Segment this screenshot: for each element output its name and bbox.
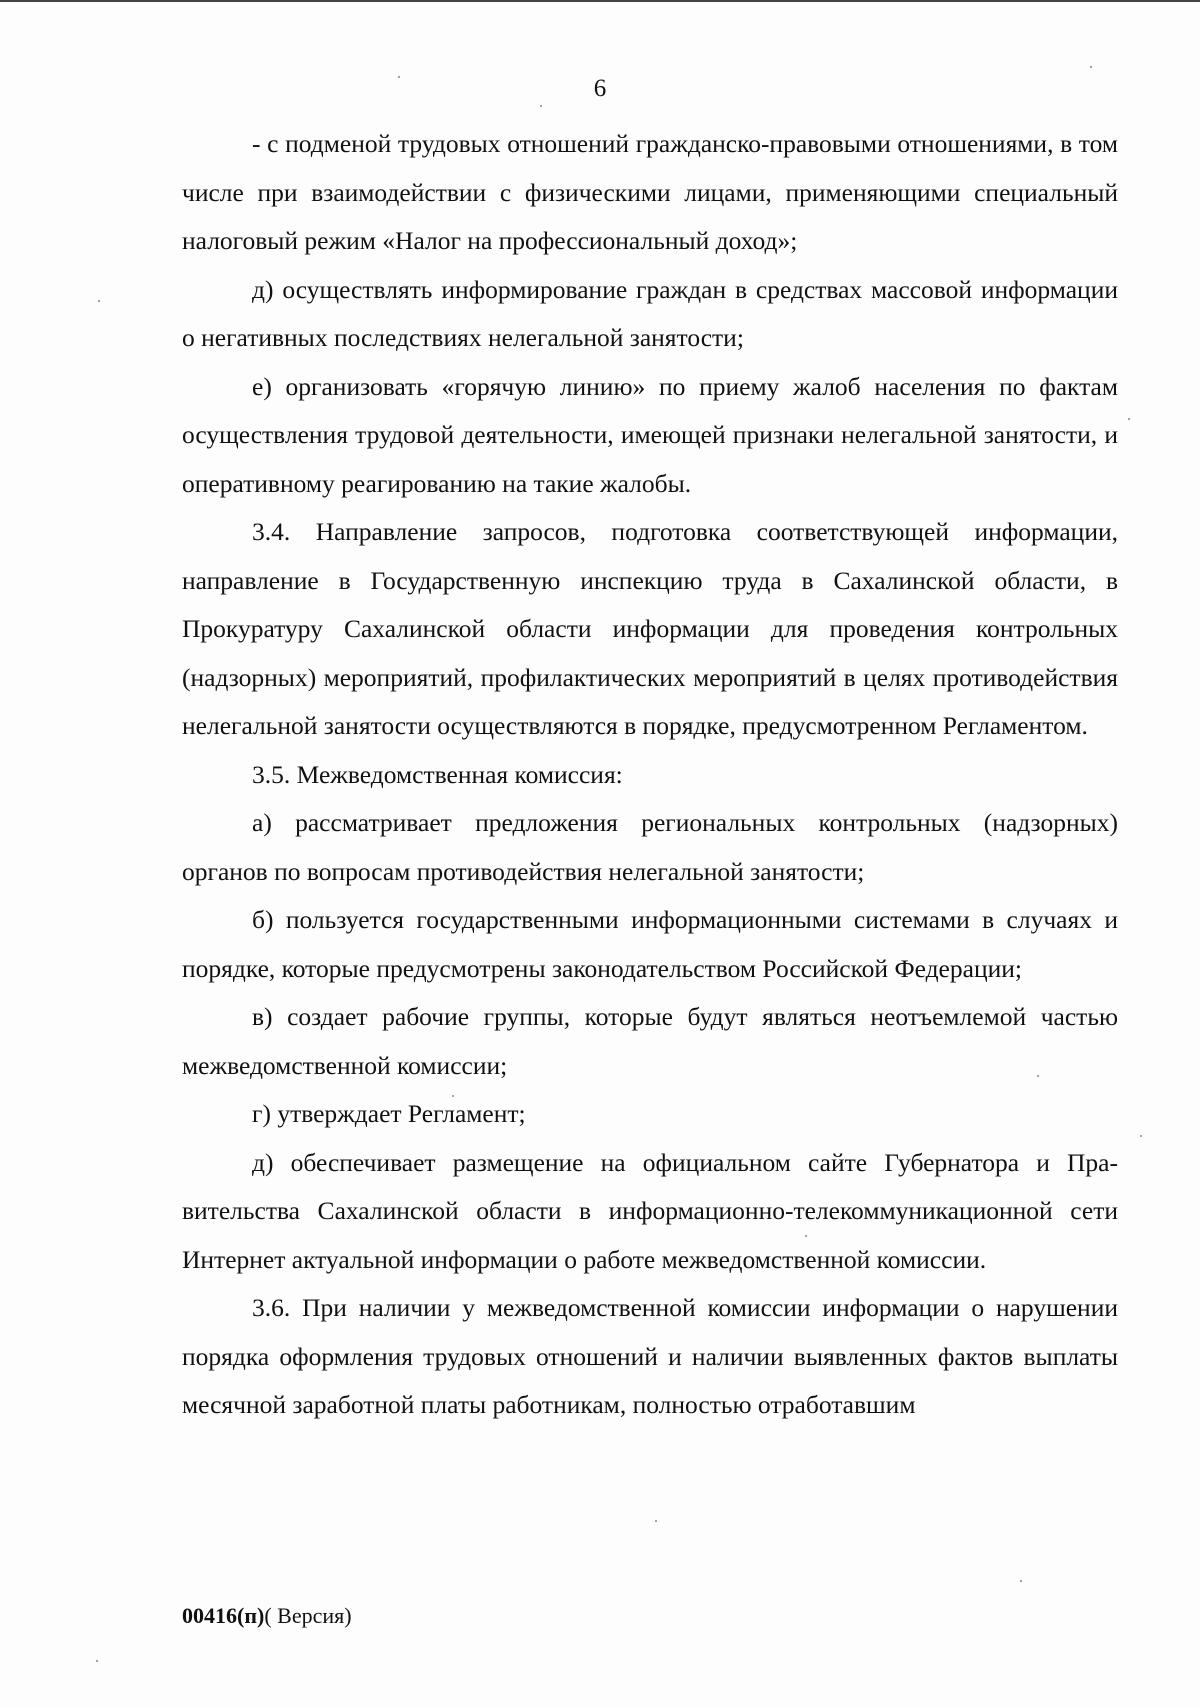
paragraph-3-6: 3.6. При наличии у межведомственной комиссии информации о нарушении порядка оформления трудовых отношений и наличии выявленных фактов выплаты месячной заработной платы работникам, полностью отработавшим [182, 1293, 1118, 1419]
paragraph-3-4: 3.4. Направление запросов, подготовка соответствующей информации, направление в Государственную инспекцию труда в Сахалинской области, в Прокуратуру Сахалинской области информации для проведения контрольных (надзорных) мероприятий, профилактических мероприятий в целях противодействия нелегальной занятости осуществляются в порядке, предусмотренном Регламентом. [182, 517, 1118, 740]
paragraph-item-e-hotline: е) организовать «горячую линию» по приему жалоб населения по фактам осуществления трудовой деятельности, имеющей признаки нелегальной занятости, и оперативному реагированию на такие жалобы. [182, 371, 1118, 498]
scan-speck [1037, 1075, 1039, 1077]
paragraph-3-5-item-v: в) создает рабочие группы, которые будут являться неотъемлемой частью межведомственной комиссии; [182, 1002, 1118, 1080]
scan-speck [540, 105, 542, 107]
scan-speck [452, 1095, 454, 1097]
scan-speck [96, 1660, 98, 1662]
paragraph-3-5-item-b: б) пользуется государственными информационными системами в случаях и порядке, которые предусмотрены законодательством Российской Федерации; [182, 905, 1118, 983]
document-body [182, 120, 1118, 1430]
paragraph-3-5-item-a: а) рассматривает предложения региональных контрольных (надзорных) органов по вопросам противодействия нелегальной занятости; [182, 808, 1118, 886]
scan-speck [805, 1235, 807, 1237]
document-code: 00416(п) [182, 1603, 265, 1628]
paragraph-3-5-item-d: д) обеспечивает размещение на официальном сайте Губернатора и Правительства Сахалинской области в информационно-телекоммуникационной сети Интернет актуальной информации о работе межведомственной комиссии. [182, 1147, 1118, 1274]
scan-speck [1140, 1135, 1142, 1137]
scan-speck [655, 1520, 657, 1522]
paragraph-item-d-informing: д) осуществлять информирование граждан в средствах массовой информации о негативных последствиях нелегальной занятости; [182, 274, 1118, 352]
paragraph-3-5-item-g: г) утверждает Регламент; [252, 1099, 526, 1128]
document-footer [182, 1602, 352, 1630]
scan-speck [1090, 66, 1092, 68]
scan-speck [1020, 1580, 1022, 1582]
page-top-edge [0, 0, 1200, 2]
page-number: 6 [593, 75, 607, 102]
scan-speck [98, 300, 100, 302]
paragraph-substitution-labor-relations: - с подменой трудовых отношений гражданско-правовыми отношениями, в том числе при взаимодействии с физическими лицами, применяющими специальный налоговый режим «Налог на профессиональный доход»; [182, 129, 1118, 255]
scan-speck [398, 76, 400, 78]
document-version: ( Версия) [264, 1603, 352, 1628]
paragraph-3-5-heading: 3.5. Межведомственная комиссия: [252, 759, 623, 789]
scan-speck [1128, 418, 1130, 420]
